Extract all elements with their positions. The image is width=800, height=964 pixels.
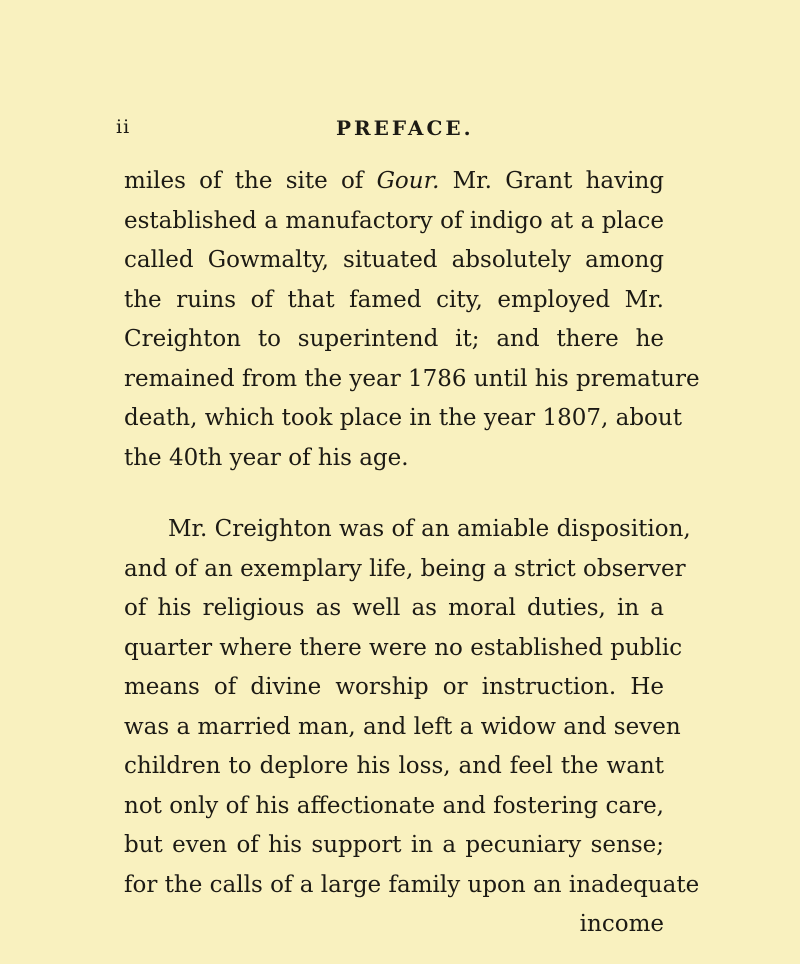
text-line: quarter where there were no established public <box>124 634 683 661</box>
text-line: established a manufactory of indigo at a place <box>124 207 664 234</box>
text-line: the 40th year of his age. <box>124 444 409 471</box>
text-line: but even of his support in a pecuniary sense; <box>124 832 664 858</box>
text-line: remained from the year 1786 until his premature <box>124 365 700 392</box>
text-line: death, which took place in the year 1807, about <box>124 405 682 431</box>
italic-place-name: Gour. <box>376 168 440 194</box>
running-head: PREFACE. <box>336 116 474 140</box>
text-line: not only of his affectionate and fostering care, <box>124 792 664 819</box>
text-line: children to deplore his loss, and feel the want <box>124 753 664 779</box>
text-line: Mr. Creighton was of an amiable disposition, <box>168 516 691 542</box>
text-line: for the calls of a large family upon an inadequate <box>124 871 700 898</box>
body-text <box>124 162 700 945</box>
text-span: Mr. Grant having <box>439 168 664 194</box>
text-line: was a married man, and left a widow and seven <box>124 713 681 740</box>
catchword: income <box>579 911 664 937</box>
text-line: Creighton to superintend it; and there he <box>124 326 664 352</box>
text-line: and of an exemplary life, being a strict observer <box>124 555 686 582</box>
page-header <box>116 116 676 146</box>
paragraph-1 <box>124 162 700 478</box>
text-line: called Gowmalty, situated absolutely among <box>124 247 664 273</box>
text-line: the ruins of that famed city, employed Mr. <box>124 286 664 313</box>
page-number: ii <box>116 116 131 138</box>
paragraph-2 <box>124 510 700 945</box>
text-span: miles of the site of <box>124 168 377 194</box>
text-line <box>124 162 664 202</box>
paragraph-gap <box>124 478 664 510</box>
text-line: means of divine worship or instruction. He <box>124 674 664 700</box>
text-line: of his religious as well as moral duties, in a <box>124 595 664 621</box>
